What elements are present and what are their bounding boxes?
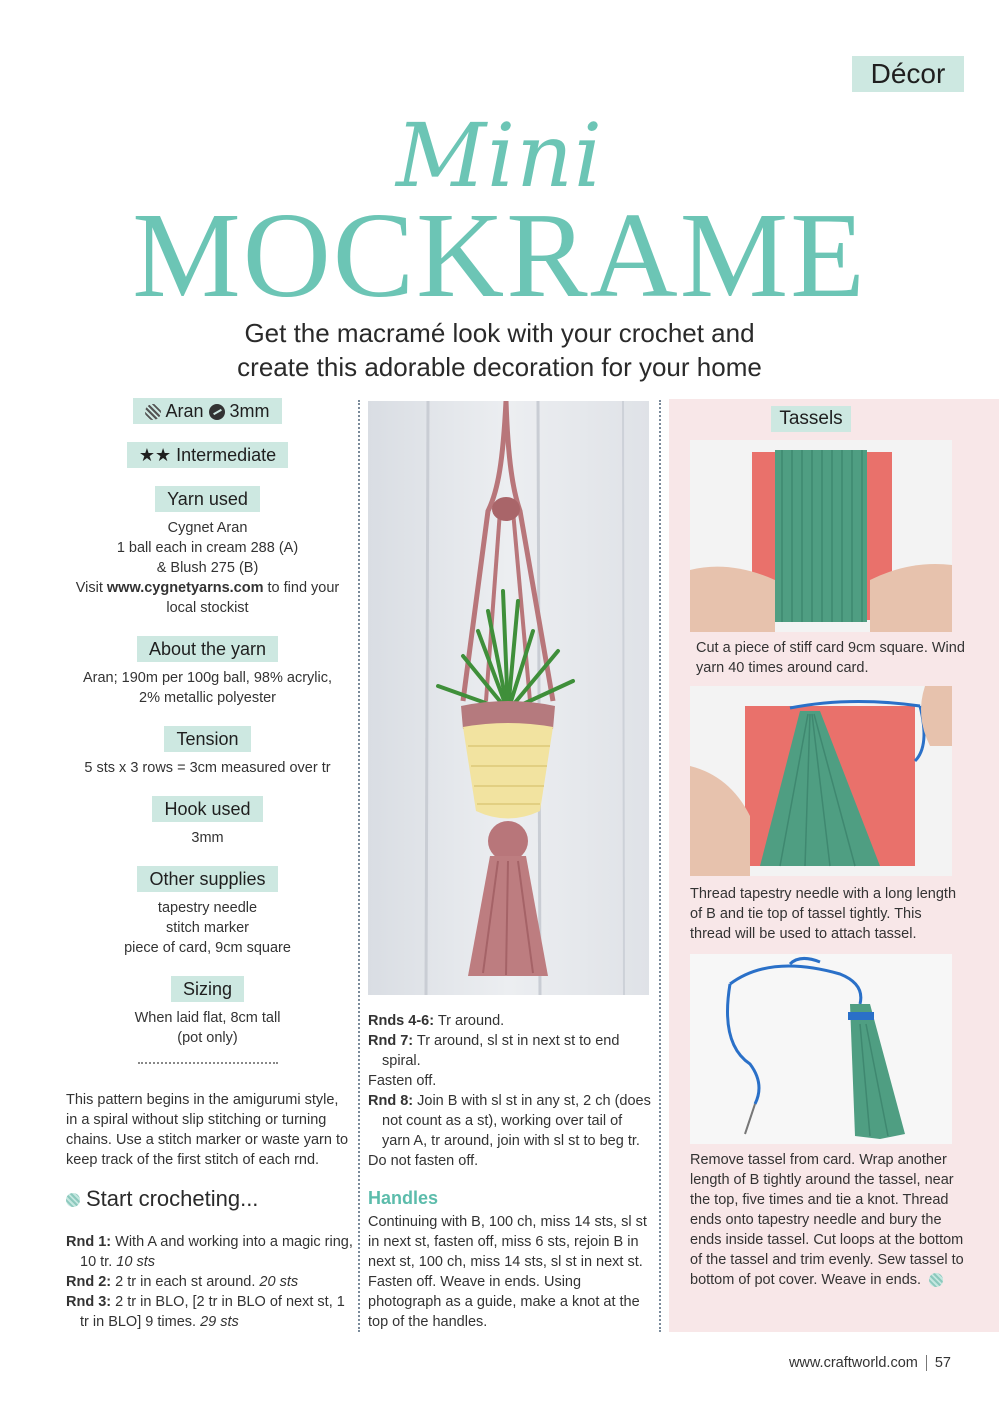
hook-icon <box>209 404 225 420</box>
hook-used-text: 3mm <box>191 830 224 846</box>
yarn-color-b: & Blush 275 (B) <box>156 560 259 576</box>
intro-paragraph: This pattern begins in the amigurumi style, in a spiral without slip stitching or turning chains. Use a stitch marker or waste yarn to keep track of the first stitch of each rnd. <box>66 1092 349 1168</box>
footer-separator <box>926 1355 927 1371</box>
yarn-ball-icon <box>66 1193 80 1207</box>
end-marker-icon <box>929 1273 943 1287</box>
section-tag: Décor <box>852 56 964 92</box>
card-wound-yarn-illustration <box>690 440 952 632</box>
sizing-line: When laid flat, 8cm tall <box>134 1010 281 1026</box>
title-small: Mini <box>395 104 604 207</box>
hanging-planter-illustration <box>368 401 649 995</box>
start-heading <box>66 1186 258 1212</box>
yarn-stockist: local stockist <box>166 600 249 616</box>
supply-item: stitch marker <box>166 920 249 936</box>
yarn-quantity: 1 ball each in cream 288 (A) <box>116 540 299 556</box>
footer-website[interactable]: www.craftworld.com <box>788 1355 918 1371</box>
column-divider <box>659 400 661 1332</box>
yarn-hook-chip <box>133 398 281 424</box>
handles-heading: Handles <box>368 1188 439 1208</box>
other-supplies-heading: Other supplies <box>137 866 277 892</box>
tie-tassel-illustration <box>690 686 952 876</box>
yarn-website-link[interactable]: www.cygnetyarns.com <box>106 580 264 596</box>
tension-block <box>60 726 355 778</box>
round-text: Fasten off. <box>368 1073 437 1089</box>
round-instruction <box>368 1071 653 1091</box>
yarn-used-text <box>60 518 355 618</box>
stitch-count: 29 sts <box>200 1314 239 1330</box>
rounds-left <box>66 1232 356 1332</box>
tassel-step3-body: Remove tassel from card. Wrap another length of B tightly around the tassel, near the top, five times and tie a knot. Thread ends onto tapestry needle and bury the ends inside tassel. Cut loops at the bottom of the tassel and trim evenly. Sew tassel to bottom of pot cover. Weave in ends. <box>690 1152 964 1288</box>
round-instruction <box>368 1091 653 1151</box>
other-supplies-text <box>60 898 355 958</box>
page-title: MOCKRAME <box>132 188 867 323</box>
round-label: Rnd 2: <box>66 1274 112 1290</box>
round-text: Do not fasten off. <box>368 1153 479 1169</box>
about-yarn-heading: About the yarn <box>137 636 278 662</box>
about-yarn-text <box>60 668 355 708</box>
round-text: 2 tr in BLO, [2 tr in BLO of next st, 1 tr in BLO] 9 times. <box>80 1294 345 1330</box>
round-instruction <box>66 1272 356 1292</box>
round-text: Tr around. <box>434 1013 505 1029</box>
spec-block <box>60 398 355 424</box>
start-heading-text: Start crocheting... <box>86 1186 259 1211</box>
tassel-step1-text: Cut a piece of stiff card 9cm square. Wind yarn 40 times around card. <box>696 640 965 676</box>
sizing-line: (pot only) <box>177 1030 238 1046</box>
round-instruction <box>368 1011 653 1031</box>
visit-suffix: to find your <box>263 580 340 596</box>
round-instruction <box>66 1232 356 1272</box>
round-text: Join B with sl st in any st, 2 ch (does not count as a st), working over tail of yarn A, tr around, join with sl st to beg tr. <box>382 1093 651 1149</box>
round-label: Rnd 7: <box>368 1033 414 1049</box>
subtitle-line: Get the macramé look with your crochet and <box>244 318 755 348</box>
tassel-step3-photo <box>690 954 952 1144</box>
other-supplies-block <box>60 866 355 958</box>
round-text: Tr around, sl st in next st to end spiral. <box>382 1033 620 1069</box>
hanging-planter-photo <box>368 401 649 995</box>
round-instruction <box>66 1292 356 1332</box>
difficulty-label: Intermediate <box>176 445 277 465</box>
pattern-info-column <box>60 398 355 1082</box>
sizing-text <box>60 1008 355 1048</box>
page-footer <box>789 1355 951 1371</box>
finished-tassel-illustration <box>690 954 952 1144</box>
round-instruction <box>368 1151 653 1171</box>
round-label: Rnd 1: <box>66 1234 112 1250</box>
star-icon: ★★ <box>138 445 172 465</box>
round-instruction <box>368 1031 653 1071</box>
rounds-middle <box>368 1011 653 1171</box>
round-text: With A and working into a magic ring, 10 tr. <box>80 1234 353 1270</box>
supply-item: tapestry needle <box>157 900 258 916</box>
tension-text: 5 sts x 3 rows = 3cm measured over tr <box>84 760 331 776</box>
visit-prefix: Visit <box>75 580 107 596</box>
tassels-heading: Tassels <box>771 406 851 432</box>
hook-size: 3mm <box>229 401 270 421</box>
tassel-step2-photo <box>690 686 952 876</box>
sizing-heading: Sizing <box>171 976 244 1002</box>
dotted-divider <box>138 1062 278 1064</box>
subtitle <box>0 316 999 384</box>
yarn-weight: Aran <box>165 401 204 421</box>
round-label: Rnds 4-6: <box>368 1013 435 1029</box>
subtitle-line: create this adorable decoration for your home <box>237 352 762 382</box>
difficulty-chip <box>127 442 288 468</box>
round-label: Rnd 8: <box>368 1093 414 1109</box>
about-yarn-line: 2% metallic polyester <box>139 690 276 706</box>
handles-text: Continuing with B, 100 ch, miss 14 sts, sl st in next st, fasten off, miss 6 sts, rejoin B in next st, 100 ch, miss 14 sts, sl st in next st. Fasten off. Weave in ends. Using photograph as a guide, make a knot at the top of the handles. <box>368 1214 647 1330</box>
hook-used-heading: Hook used <box>152 796 262 822</box>
round-text: 2 tr in each st around. <box>111 1274 260 1290</box>
about-yarn-line: Aran; 190m per 100g ball, 98% acrylic, <box>82 670 333 686</box>
stitch-count: 10 sts <box>116 1254 155 1270</box>
about-yarn-block <box>60 636 355 708</box>
sizing-block <box>60 976 355 1064</box>
hook-used-block <box>60 796 355 848</box>
tassel-step2-text: Thread tapestry needle with a long length of B and tie top of tassel tightly. This thread will be used to attach tassel. <box>690 886 957 942</box>
page-number: 57 <box>934 1355 951 1371</box>
supply-item: piece of card, 9cm square <box>124 940 291 956</box>
difficulty-block <box>60 442 355 468</box>
yarn-brand: Cygnet Aran <box>167 520 248 536</box>
stitch-count: 20 sts <box>259 1274 299 1290</box>
tension-heading: Tension <box>164 726 250 752</box>
column-divider <box>358 400 360 1332</box>
yarn-used-block <box>60 486 355 618</box>
tassel-step1-photo <box>690 440 952 632</box>
round-label: Rnd 3: <box>66 1294 112 1310</box>
yarn-ball-icon <box>145 404 161 420</box>
tassel-step3-text <box>690 1150 965 1290</box>
yarn-used-heading: Yarn used <box>155 486 260 512</box>
yarn-visit-line <box>60 578 355 598</box>
